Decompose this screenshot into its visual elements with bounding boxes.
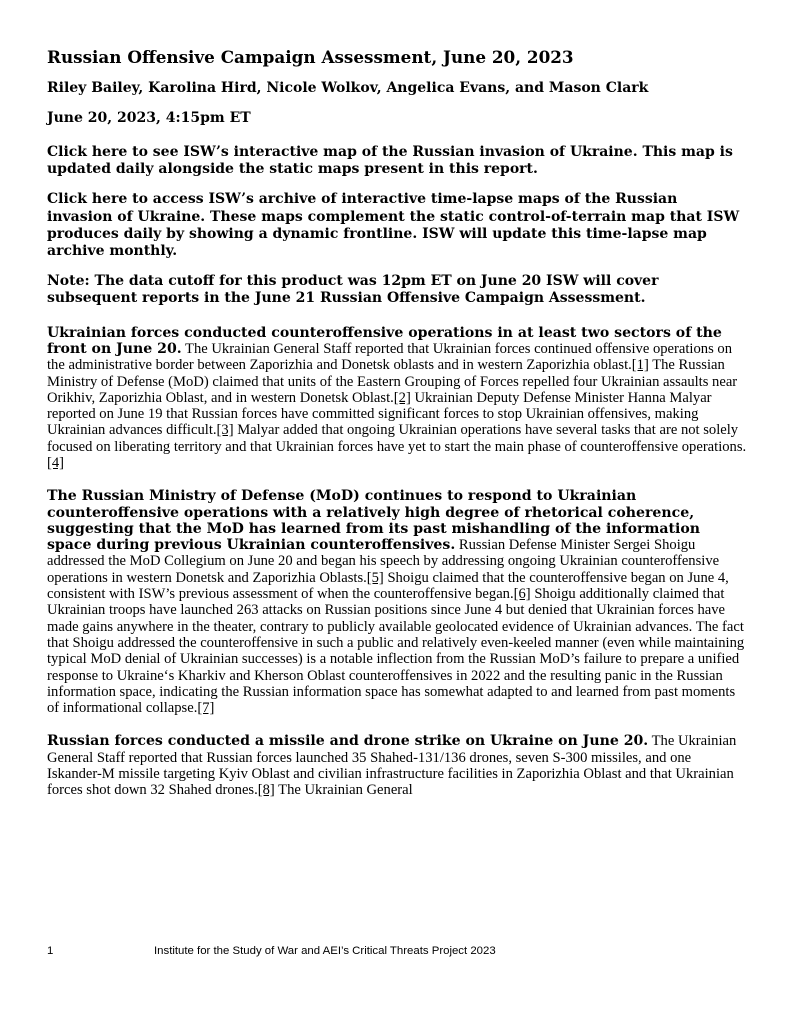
paragraph-lead: Ukrainian forces conducted counteroffensive operations in at least two sectors of the front on June 20. [47, 324, 722, 357]
page-number: 1 [47, 945, 54, 957]
page-title: Russian Offensive Campaign Assessment, June 20, 2023 [47, 47, 574, 67]
paragraph-text: Malyar added that ongoing Ukrainian operations have several tasks that are not solely focused on liberating territory and that Ukrainian forces have yet to start the main phase of counteroffensive operations. [47, 422, 747, 455]
footnote-link-8[interactable]: [8] [257, 782, 275, 799]
footnote-link-1[interactable]: [1] [631, 357, 649, 374]
paragraph-lead: The Russian Ministry of Defense (MoD) continues to respond to Ukrainian counteroffensive operations with a relatively high degree of rhetorical coherence, suggesting that the MoD has learned from its past mishandling of the information space during previous Ukrainian counteroffensives. [47, 488, 700, 554]
paragraph-text: Ukrainian Deputy Defense Minister Hanna Malyar reported on June 19 that Russian forces have committed significant forces to stop Ukrainian offensives, making Ukrainian advances difficult. [47, 389, 712, 439]
footnote-link-2[interactable]: [2] [393, 389, 411, 406]
publication-date: June 20, 2023, 4:15pm ET [47, 110, 251, 126]
footnote-link-7[interactable]: [7] [197, 700, 215, 717]
paragraph-text: The Russian Ministry of Defense (MoD) claimed that units of the Eastern Grouping of Forces repelled four Ukrainian assaults near Orikhiv, Zaporizhia Oblast, and in western Donetsk Oblast. [47, 357, 738, 406]
footnote-link-6[interactable]: [6] [513, 586, 531, 603]
paragraph-text: Shoigu claimed that the counteroffensive began on June 4, consistent with ISW’s previous assessment of when the counteroffensive began. [47, 569, 729, 603]
footnote-link-5[interactable]: [5] [366, 569, 384, 586]
data-cutoff-note: Note: The data cutoff for this product was 12pm ET on June 20 ISW will cover subsequent reports in the June 21 Russian Offensive Campaign Assessment. [47, 273, 659, 307]
paragraph-text: Russian Defense Minister Sergei Shoigu addressed the MoD Collegium on June 20 and began his speech by addressing ongoing Ukrainian counteroffensive operations in western Donetsk and Zaporizhia Oblasts. [47, 537, 720, 586]
interactive-map-link[interactable]: Click here to see ISW’s interactive map of the Russian invasion of Ukraine. This map is updated daily alongside the static maps present in this report. [47, 144, 733, 178]
paragraph-missile-strike [47, 733, 747, 798]
authors-line: Riley Bailey, Karolina Hird, Nicole Wolkov, Angelica Evans, and Mason Clark [47, 80, 649, 96]
paragraph-text: The Ukrainian General [274, 782, 413, 799]
document-page [47, 34, 747, 799]
paragraph-text: Shoigu additionally claimed that Ukrainian troops have launched 263 attacks on Russian positions since June 4 but denied that Ukrainian forces have made gains anywhere in the theater, contrary to publicly available geolocated evidence of Ukrainian advances. The fact that Shoigu addressed the counteroffensive in such a public and relatively even-keeled manner (even while maintaining typical MoD denial of Ukrainian successes) is a notable inflection from the Russian MoD’s failure to prepare a unified response to Ukraine‘s Kharkiv and Kherson Oblast counteroffensives in 2022 and the resulting panic in the Russian information space, indicating the Russian information space has somewhat adapted to and learned from past moments of informational collapse. [47, 586, 745, 717]
time-lapse-archive-link[interactable]: Click here to access ISW’s archive of interactive time-lapse maps of the Russian invasion of Ukraine. These maps complement the static control-of-terrain map that ISW produces daily by showing a dynamic frontline. ISW will update this time-lapse map archive monthly. [47, 191, 740, 260]
paragraph-text: The Ukrainian General Staff reported that Russian forces launched 35 Shahed-131/136 drones, seven S-300 missiles, and one Iskander-M missile targeting Kyiv Oblast and civilian infrastructure facilities in Zaporizhia Oblast and that Ukrainian forces shot down 32 Shahed drones. [47, 733, 737, 799]
paragraph-lead: Russian forces conducted a missile and drone strike on Ukraine on June 20. [47, 733, 649, 750]
footer-organization: Institute for the Study of War and AEI’s Critical Threats Project 2023 [154, 945, 496, 957]
footnote-link-3[interactable]: [3] [216, 422, 234, 439]
paragraph-mod-response [47, 488, 747, 716]
paragraph-counteroffensive [47, 325, 747, 472]
paragraph-text: The Ukrainian General Staff reported that Ukrainian forces continued offensive operations on the administrative border between Zaporizhia and Donetsk oblasts and in western Zaporizhia oblast. [47, 340, 732, 374]
footnote-link-4[interactable]: [4] [47, 455, 65, 471]
